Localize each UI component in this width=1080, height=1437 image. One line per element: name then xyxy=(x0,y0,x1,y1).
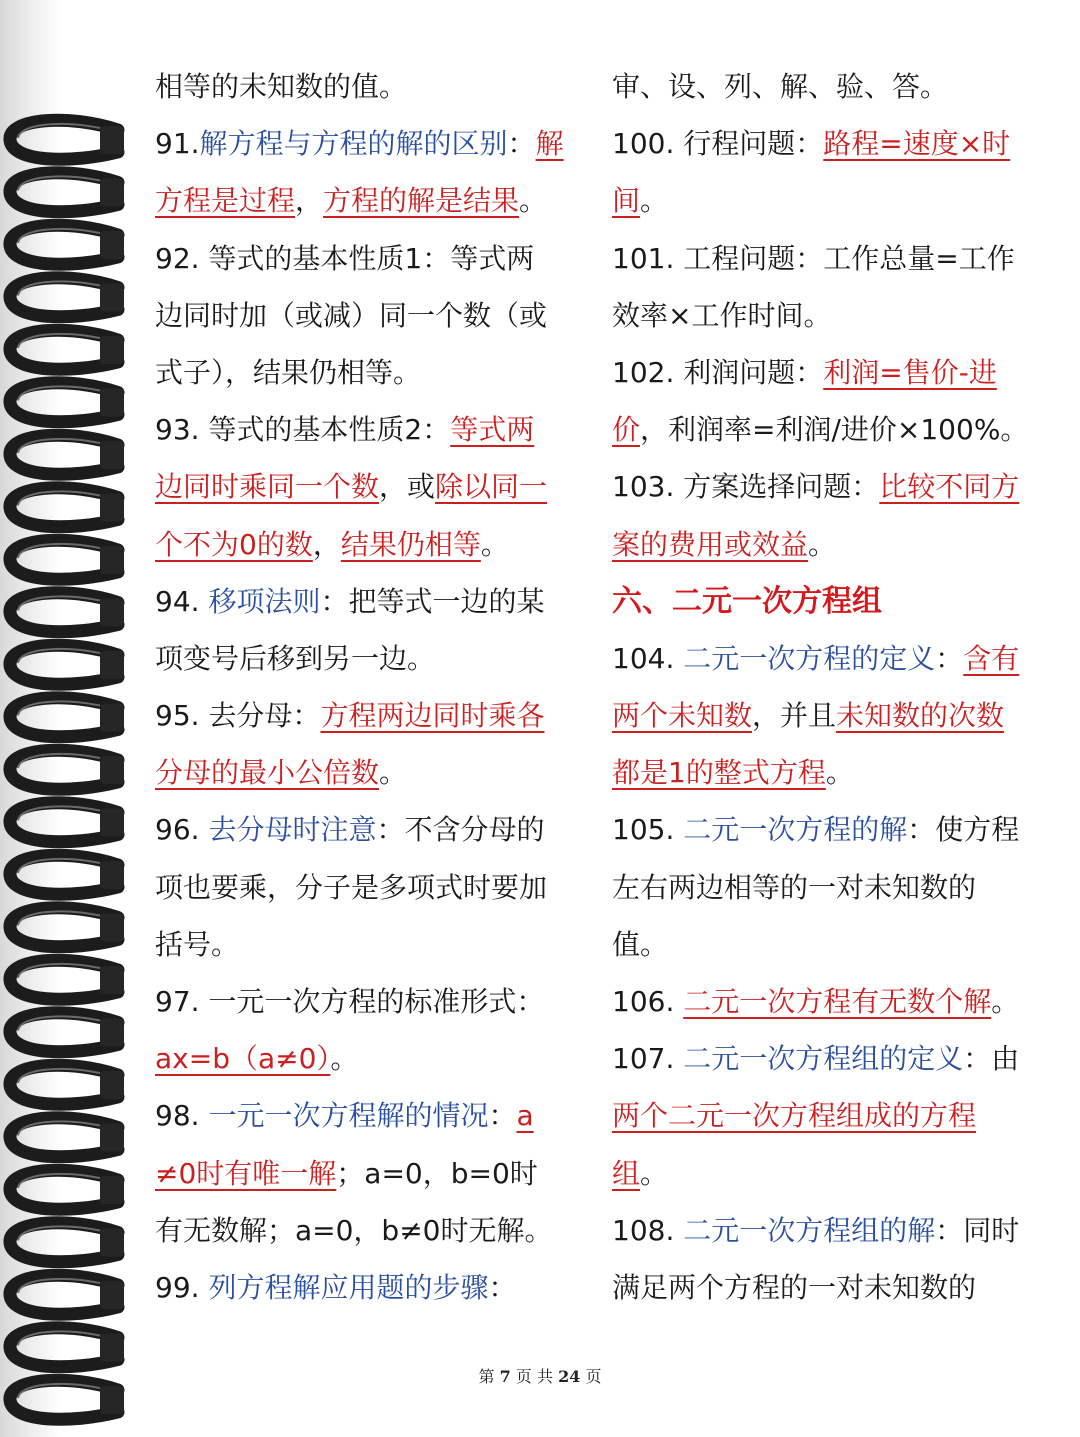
text-segment: 。 xyxy=(640,1156,669,1190)
text-segment: 98. xyxy=(155,1099,209,1133)
left-line xyxy=(155,630,573,687)
term-label: 去分母时注意 xyxy=(208,813,377,847)
term-label: 移项法则 xyxy=(208,584,321,618)
binding-ring xyxy=(10,698,124,737)
left-line xyxy=(155,744,573,801)
text-segment: ：由 xyxy=(963,1042,1020,1076)
right-line xyxy=(612,230,1030,287)
text-segment: 95. 去分母： xyxy=(155,699,321,733)
binding-ring xyxy=(10,173,124,212)
key-point-highlight: 方程两边同时乘各 xyxy=(320,699,545,733)
binding-ring xyxy=(10,803,124,842)
key-point-highlight: 组 xyxy=(612,1156,641,1190)
binding-ring xyxy=(10,908,124,947)
text-segment: 效率×工作时间。 xyxy=(612,298,832,332)
key-point-highlight: 个不为0的数 xyxy=(155,527,313,561)
key-point-highlight: 分母的最小公倍数 xyxy=(155,756,380,790)
right-line xyxy=(612,1030,1030,1087)
right-line xyxy=(612,744,1030,801)
footer-suffix: 页 xyxy=(585,1367,602,1386)
text-segment: 105. xyxy=(612,813,684,847)
text-segment: 99. xyxy=(155,1270,209,1304)
text-segment: 括号。 xyxy=(155,927,240,961)
text-segment: ：使方程 xyxy=(907,813,1020,847)
left-line xyxy=(155,516,573,573)
right-line xyxy=(612,401,1030,458)
right-line xyxy=(612,58,1030,115)
binding-ring xyxy=(10,1065,124,1104)
text-segment: 93. 等式的基本性质2： xyxy=(155,413,451,447)
text-segment: ；a=0，b=0时 xyxy=(336,1156,538,1190)
key-point-highlight: 方程是过程 xyxy=(155,184,296,218)
key-point-highlight: 比较不同方 xyxy=(879,470,1020,504)
text-segment: 审、设、列、解、验、答。 xyxy=(612,70,949,103)
key-point-highlight: ax=b（a≠0） xyxy=(155,1042,331,1076)
text-segment: ：把等式一边的某 xyxy=(320,584,545,618)
text-segment: 107. xyxy=(612,1042,684,1076)
left-line xyxy=(155,401,573,458)
text-segment: ：不含分母的 xyxy=(376,813,545,847)
binding-ring xyxy=(10,645,124,684)
text-segment: 100. 行程问题： xyxy=(612,127,824,161)
text-segment: ： xyxy=(488,1099,517,1133)
text-segment: 满足两个方程的一对未知数的 xyxy=(612,1270,977,1304)
key-point-highlight: a xyxy=(516,1099,534,1133)
left-line xyxy=(155,58,573,115)
left-line xyxy=(155,1145,573,1202)
binding-ring xyxy=(10,1223,124,1262)
footer-middle: 页 共 xyxy=(515,1367,553,1386)
key-point-highlight: 都是1的整式方程 xyxy=(612,756,826,790)
spiral-binding-icon xyxy=(0,0,150,1437)
term-label: 二元一次方程组的解 xyxy=(683,1213,936,1247)
key-point-highlight: 结果仍相等 xyxy=(340,527,481,561)
binding-ring xyxy=(10,540,124,579)
key-point-highlight: 边同时乘同一个数 xyxy=(155,470,380,504)
text-segment: 。 xyxy=(519,184,548,218)
right-line xyxy=(612,1087,1030,1144)
footer-prefix: 第 xyxy=(478,1367,495,1386)
text-segment: ： xyxy=(488,1270,517,1304)
text-segment: 106. xyxy=(612,985,684,1018)
text-segment: 。 xyxy=(330,1042,359,1076)
text-segment: 92. 等式的基本性质1：等式两 xyxy=(155,241,535,275)
text-segment: 101. 工程问题：工作总量=工作 xyxy=(612,241,1015,275)
text-segment: ，并且 xyxy=(752,699,837,733)
text-segment: 。 xyxy=(379,756,408,790)
text-segment: 97. 一元一次方程的标准形式： xyxy=(155,985,545,1018)
right-line xyxy=(612,630,1030,687)
right-line xyxy=(612,859,1030,916)
right-line xyxy=(612,115,1030,172)
text-segment: ： xyxy=(935,641,964,675)
text-segment: 相等的未知数的值。 xyxy=(155,70,408,103)
term-label: 列方程解应用题的步骤 xyxy=(208,1270,489,1304)
binding-ring xyxy=(10,1328,124,1367)
text-segment: 。 xyxy=(640,184,669,218)
binding-ring xyxy=(10,278,124,317)
left-line xyxy=(155,287,573,344)
text-segment: 104. xyxy=(612,641,684,675)
footer-page-number: 7 xyxy=(499,1367,511,1386)
text-segment: 103. 方案选择问题： xyxy=(612,470,880,504)
key-point-highlight: 价 xyxy=(612,413,641,447)
text-segment: 。 xyxy=(991,985,1020,1018)
binding-ring xyxy=(10,435,124,474)
binding-ring xyxy=(10,960,124,999)
left-line xyxy=(155,573,573,630)
term-label: 二元一次方程的定义 xyxy=(683,641,936,675)
text-segment: 式子），结果仍相等。 xyxy=(155,355,422,389)
text-segment: ， xyxy=(295,184,324,218)
left-line xyxy=(155,172,573,229)
left-line xyxy=(155,1087,573,1144)
term-label: 二元一次方程组的定义 xyxy=(683,1042,964,1076)
text-segment: 102. 利润问题： xyxy=(612,355,824,389)
binding-ring xyxy=(10,1275,124,1314)
right-line xyxy=(612,916,1030,973)
term-label: 二元一次方程的解 xyxy=(683,813,908,847)
page-footer xyxy=(0,1364,1080,1387)
key-point-highlight: 两个二元一次方程组成的方程 xyxy=(612,1099,977,1133)
text-segment: 。 xyxy=(825,756,854,790)
key-point-highlight: 路程=速度×时 xyxy=(823,127,1011,161)
left-column xyxy=(155,58,573,1316)
term-label: 一元一次方程解的情况 xyxy=(208,1099,489,1133)
text-segment: 。 xyxy=(808,527,837,561)
key-point-highlight: 二元一次方程有无数个解 xyxy=(683,985,992,1018)
text-segment: 值。 xyxy=(612,927,669,961)
term-label: 解方程与方程的解的区别 xyxy=(199,127,508,161)
section-heading: 六、二元一次方程组 xyxy=(612,583,882,619)
key-point-highlight: 间 xyxy=(612,184,641,218)
right-line xyxy=(612,801,1030,858)
left-line xyxy=(155,859,573,916)
key-point-highlight: 方程的解是结果 xyxy=(323,184,520,218)
right-line xyxy=(612,458,1030,515)
left-line xyxy=(155,1259,573,1316)
key-point-highlight: ≠0时有唯一解 xyxy=(155,1156,337,1190)
binding-ring xyxy=(10,593,124,632)
binding-ring xyxy=(10,1170,124,1209)
right-line xyxy=(612,172,1030,229)
text-segment: 边同时加（或减）同一个数（或 xyxy=(155,298,548,332)
left-line xyxy=(155,687,573,744)
left-line xyxy=(155,801,573,858)
left-line xyxy=(155,916,573,973)
text-segment: 项变号后移到另一边。 xyxy=(155,641,436,675)
right-line xyxy=(612,516,1030,573)
binding-ring xyxy=(10,1118,124,1157)
right-line xyxy=(612,344,1030,401)
text-segment: ，利润率=利润/进价×100%。 xyxy=(640,413,1029,447)
key-point-highlight: 未知数的次数 xyxy=(836,699,1005,733)
key-point-highlight: 含有 xyxy=(963,641,1020,675)
binding-ring xyxy=(10,225,124,264)
binding-ring xyxy=(10,383,124,422)
left-line xyxy=(155,458,573,515)
key-point-highlight: 除以同一 xyxy=(435,470,548,504)
left-line xyxy=(155,344,573,401)
spiral-binding xyxy=(0,0,150,1437)
right-line xyxy=(612,1259,1030,1316)
text-segment: ，或 xyxy=(379,470,436,504)
binding-ring xyxy=(10,1013,124,1052)
left-line xyxy=(155,973,573,1030)
text-segment: 96. xyxy=(155,813,209,847)
binding-ring xyxy=(10,120,124,159)
key-point-highlight: 利润=售价-进 xyxy=(823,355,997,389)
text-segment: 项也要乘，分子是多项式时要加 xyxy=(155,870,548,904)
binding-ring xyxy=(10,330,124,369)
right-line xyxy=(612,973,1030,1030)
right-line xyxy=(612,1202,1030,1259)
key-point-highlight: 解 xyxy=(535,127,564,161)
footer-total-pages: 24 xyxy=(558,1367,581,1386)
text-segment: 。 xyxy=(480,527,509,561)
text-segment: ， xyxy=(312,527,341,561)
left-line xyxy=(155,1030,573,1087)
text-segment: ：同时 xyxy=(935,1213,1020,1247)
binding-ring xyxy=(10,855,124,894)
key-point-highlight: 两个未知数 xyxy=(612,699,753,733)
text-segment: 左右两边相等的一对未知数的 xyxy=(612,870,977,904)
key-point-highlight: 等式两 xyxy=(450,413,535,447)
left-line xyxy=(155,1202,573,1259)
text-segment: 91. xyxy=(155,127,200,161)
binding-ring xyxy=(10,488,124,527)
text-segment: 有无数解；a=0，b≠0时无解。 xyxy=(155,1213,553,1247)
key-point-highlight: 案的费用或效益 xyxy=(612,527,809,561)
text-segment: 94. xyxy=(155,584,209,618)
binding-ring xyxy=(10,750,124,789)
right-line xyxy=(612,287,1030,344)
right-column xyxy=(612,58,1030,1316)
text-segment: 108. xyxy=(612,1213,684,1247)
right-line xyxy=(612,1145,1030,1202)
text-segment: ： xyxy=(507,127,536,161)
right-line xyxy=(612,687,1030,744)
left-line xyxy=(155,115,573,172)
left-line xyxy=(155,230,573,287)
